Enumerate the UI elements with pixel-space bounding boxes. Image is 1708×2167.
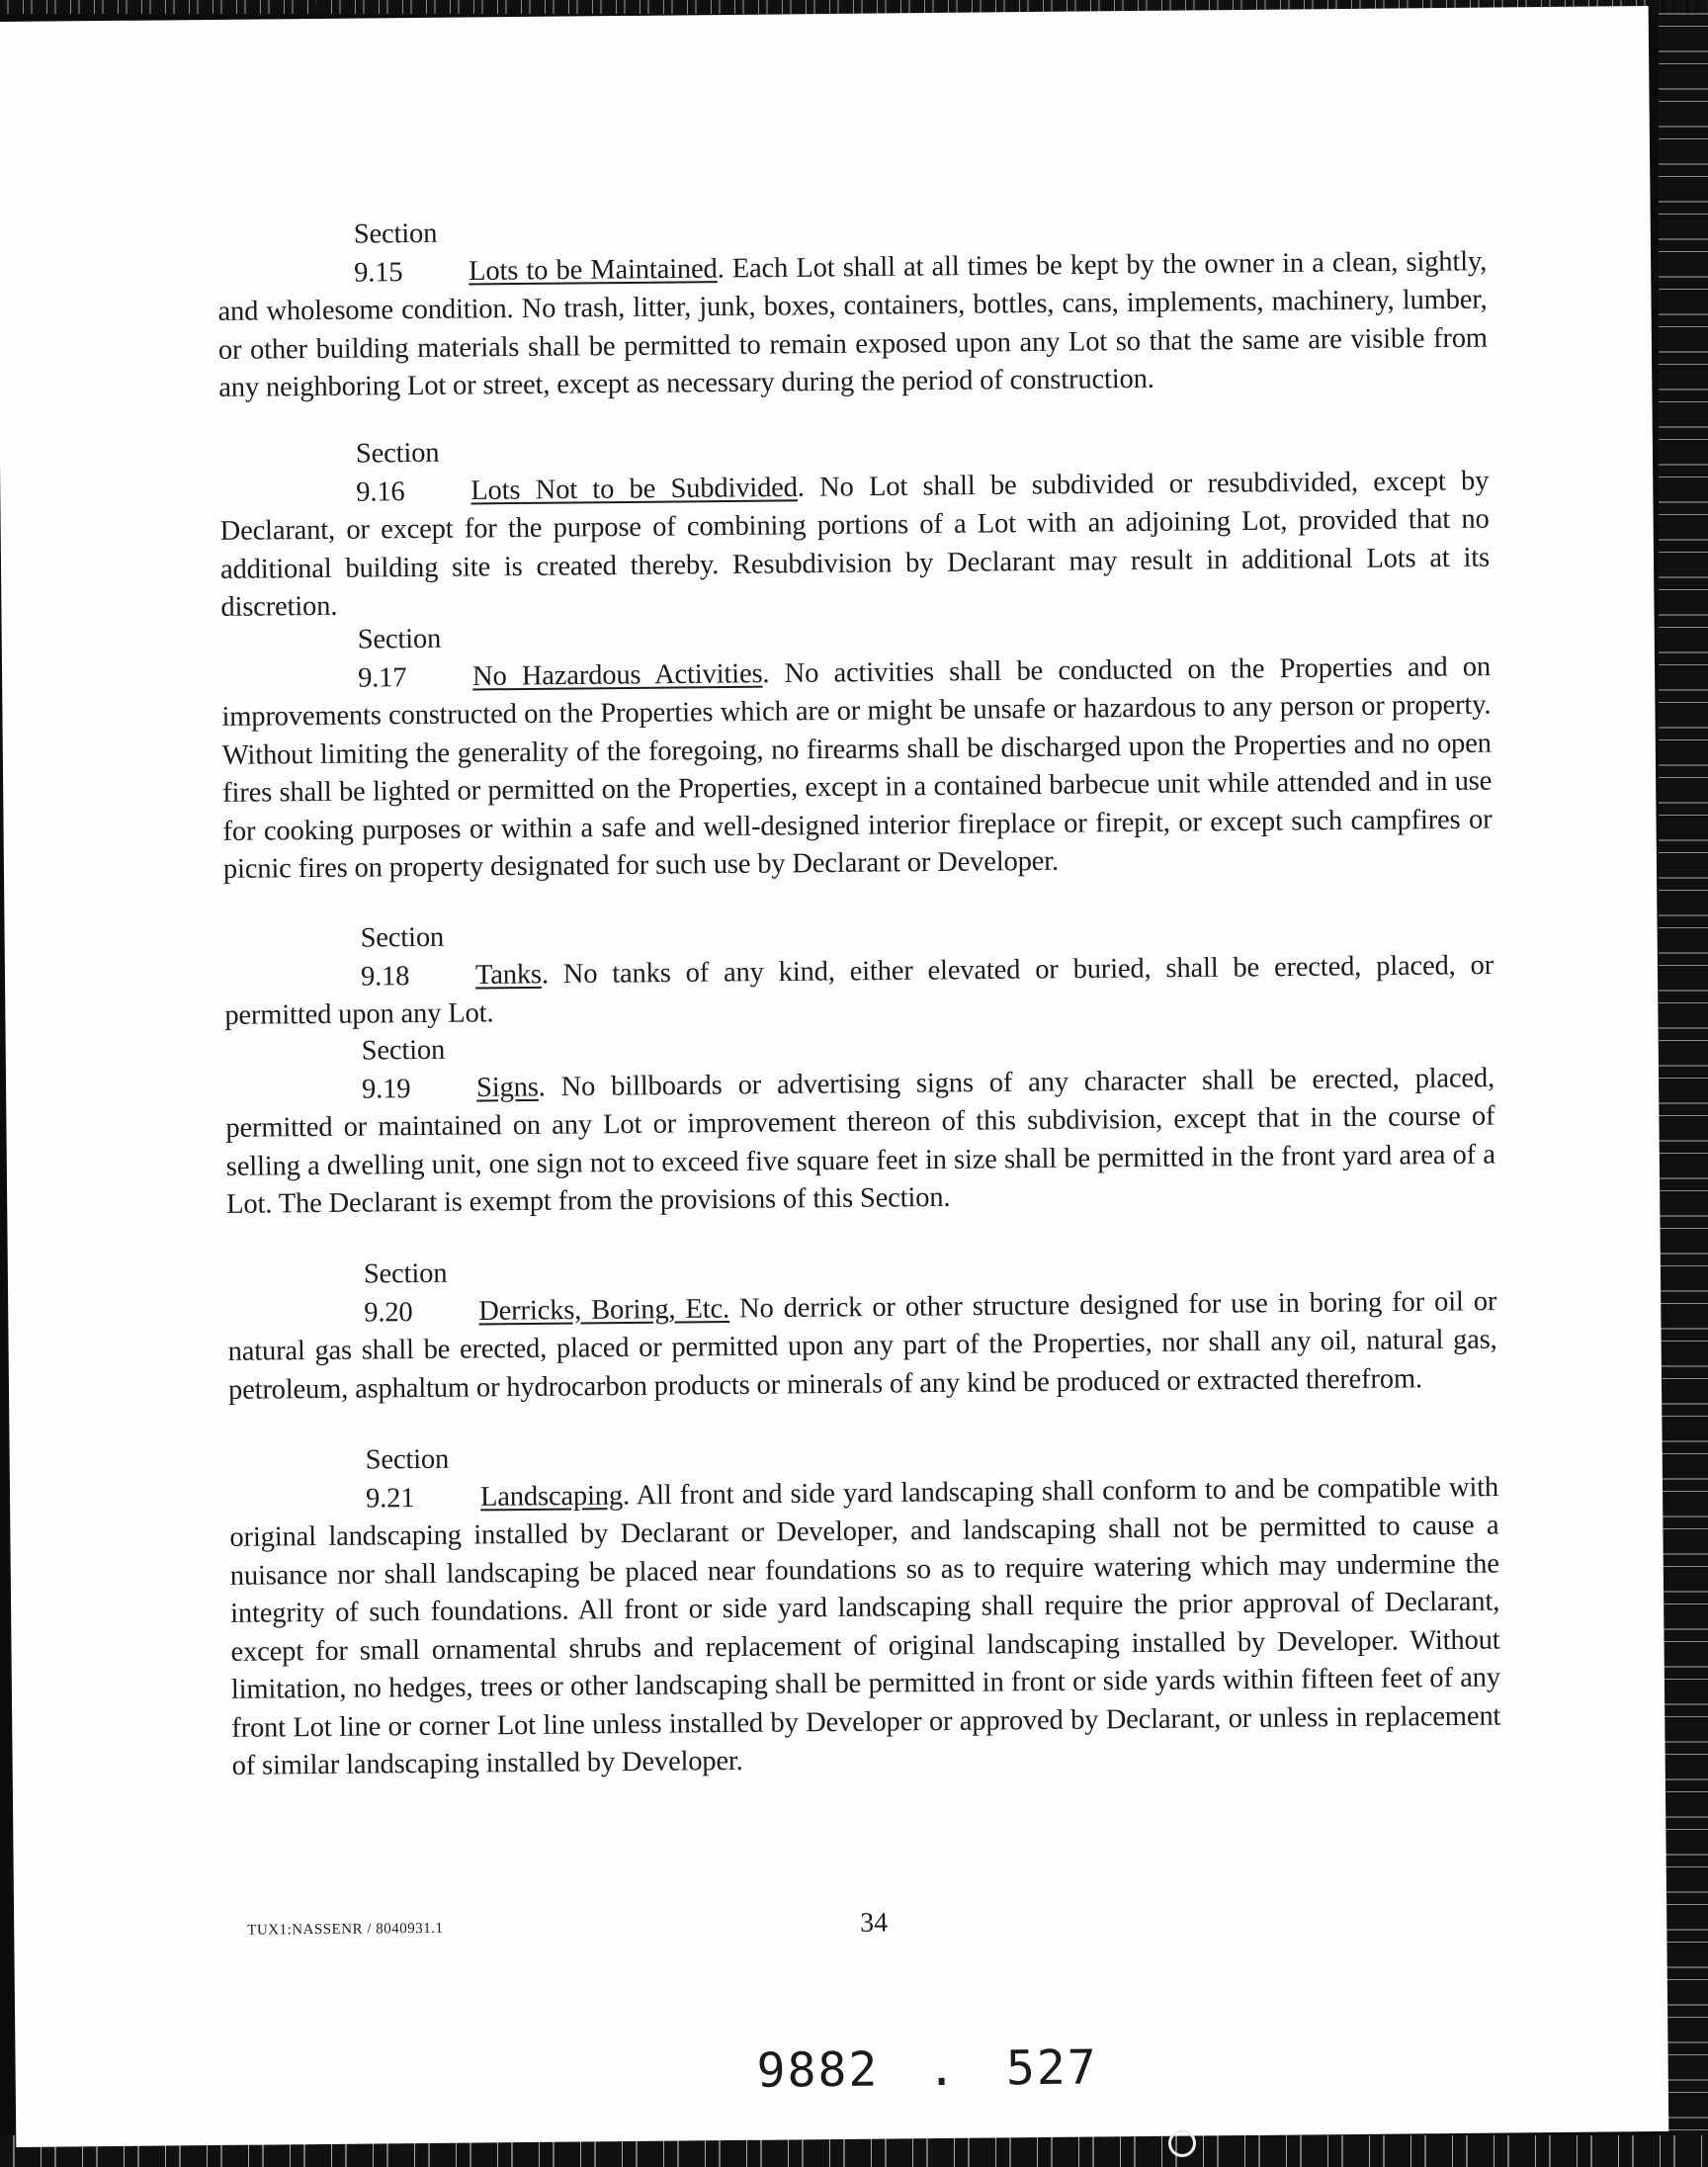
section-9-15: Section 9.15 Lots to be Maintained. Each Lot shall at all times be kept by the owner in a clean, sightly, and wholesome condition. No trash, litter, junk, boxes, containers, bottles, cans, implements, machinery, lumber, or other building materials shall be permitted to remain exposed upon any Lot so that the same are visible from any neighboring Lot or street, except as necessary during the period of construction. bbox=[217, 206, 1489, 408]
section-title: Landscaping bbox=[479, 1480, 624, 1513]
section-title: Derricks, Boring, Etc. bbox=[478, 1293, 730, 1327]
section-title: Tanks bbox=[474, 959, 543, 991]
section-number: Section 9.19 bbox=[361, 1034, 446, 1105]
section-title: Signs bbox=[475, 1072, 539, 1103]
section-number: Section 9.18 bbox=[360, 921, 445, 993]
section-title: Lots to be Maintained bbox=[469, 253, 718, 287]
section-number: Section 9.20 bbox=[363, 1257, 448, 1329]
section-number: Section 9.21 bbox=[365, 1443, 450, 1515]
section-body: No Lot shall be subdivided or resubdivided, except by Declarant, or except for the purpose of combining portions of a Lot with an adjoining Lot, provided that no additional building site is created thereby. Resubdivision by Declarant may result in additional Lots at its discretion. bbox=[219, 466, 1491, 623]
section-number: Section 9.17 bbox=[357, 623, 442, 694]
section-body: No billboards or advertising signs of any character shall be erected, placed, permitted or maintained on any Lot or improvement thereon of this subdivision, except that in the course of selling a dwelling unit, one sign not to exceed five square feet in size shall be permitted in the front yard area of a Lot. The Declarant is exempt from the provisions of this Section. bbox=[225, 1063, 1495, 1220]
section-9-18: Section 9.18 Tanks. No tanks of any kind, either elevated or buried, shall be erected, placed, or permitted upon any Lot. bbox=[223, 910, 1494, 1036]
section-9-17: Section 9.17 No Hazardous Activities. No activities shall be conducted on the Properties and on improvements constructed on the Properties which are or might be unsafe or hazardous to any person or property. Without limiting the generality of the foregoing, no firearms shall be discharged upon the Properties and no open fires shall be lighted or permitted on the Properties, except in a contained barbecue unit while attended and in use for cooking purposes or within a safe and well-designed interior fireplace or firepit, or except such campfires or picnic fires on property designated for such use by Declarant or Developer. bbox=[221, 611, 1494, 890]
punch-hole bbox=[1168, 2129, 1196, 2157]
section-9-21: Section 9.21 Landscaping. All front and side yard landscaping shall conform to and be compatible with original landscaping installed by Declarant or Developer, and landscaping shall not be permitted to cause a nuisance nor shall landscaping be placed near foundations so as to require watering which may undermine the integrity of such foundations. All front or side yard landscaping shall require the prior approval of Declarant, except for small ornamental shrubs and replacement of original landscaping installed by Developer. Without limitation, no hedges, trees or other landscaping shall be permitted in front or side yards within fifteen feet of any front Lot line or corner Lot line unless installed by Developer or approved by Declarant, or unless in replacement of similar landscaping installed by Developer. bbox=[229, 1431, 1501, 1786]
document-id: TUX1:NASSENR / 8040931.1 bbox=[247, 1920, 444, 1939]
recording-stamp: 9882 . 527 bbox=[756, 2039, 1098, 2099]
section-9-16: Section 9.16 Lots Not to be Subdivided. No Lot shall be subdivided or resubdivided, except by Declarant, or except for the purpose of combining portions of a Lot with an adjoining Lot, provided that no additional building site is created thereby. Resubdivision by Declarant may result in additional Lots at its discretion. bbox=[219, 425, 1491, 628]
section-title: No Hazardous Activities bbox=[471, 658, 763, 692]
section-body: Each Lot shall at all times be kept by the owner in a clean, sightly, and wholesome condition. No trash, litter, junk, boxes, containers, bottles, cans, implements, machinery, lumber, or other building materials shall be permitted to remain exposed upon any Lot so that the same are visible from any neighboring Lot or street, except as necessary during the period of construction. bbox=[217, 246, 1489, 403]
scan-border-right bbox=[1659, 0, 1708, 2167]
section-body: All front and side yard landscaping shall conform to and be compatible with original landscaping installed by Declarant or Developer, and landscaping shall not be permitted to cause a nuisance nor shall landscaping be placed near foundations so as to require watering which may undermine the integrity of such foundations. All front or side yard landscaping shall require the prior approval of Declarant, except for small ornamental shrubs and replacement of original landscaping installed by Developer. Without limitation, no hedges, trees or other landscaping shall be permitted in front or side yards within fifteen feet of any front Lot line or corner Lot line unless installed by Developer or approved by Declarant, or unless in replacement of similar landscaping installed by Developer. bbox=[229, 1472, 1501, 1781]
document-page bbox=[0, 6, 1668, 2147]
section-body: No derrick or other structure designed for use in boring for oil or natural gas shall be erected, placed or permitted upon any part of the Properties, nor shall any oil, natural gas, petroleum, asphaltum or hydrocarbon products or minerals of any kind be produced or extracted therefrom. bbox=[227, 1286, 1497, 1406]
section-9-19: Section 9.19 Signs. No billboards or advertising signs of any character shall be erected, placed, permitted or maintained on any Lot or improvement thereon of this subdivision, except that in the course of selling a dwelling unit, one sign not to exceed five square feet in size shall be permitted in the front yard area of a Lot. The Declarant is exempt from the provisions of this Section. bbox=[225, 1022, 1496, 1225]
section-9-20 bbox=[227, 1246, 1497, 1410]
section-number: Section 9.15 bbox=[353, 217, 438, 289]
section-number: Section 9.16 bbox=[355, 437, 440, 508]
section-body: No tanks of any kind, either elevated or buried, shall be erected, placed, or permitted upon any Lot. bbox=[224, 950, 1494, 1031]
section-body: No activities shall be conducted on the Properties and on improvements constructed on the Properties which are or might be unsafe or hazardous to any person or property. Without limiting the generality of the foregoing, no firearms shall be discharged upon the Properties and no open fires shall be lighted or permitted on the Properties, except in a contained barbecue unit while attended and in use for cooking purposes or within a safe and well-designed interior fireplace or firepit, or except such campfires or picnic fires on property designated for such use by Declarant or Developer. bbox=[221, 651, 1493, 885]
section-title: Lots Not to be Subdivided bbox=[470, 472, 798, 506]
page-number: 34 bbox=[860, 1907, 889, 1939]
